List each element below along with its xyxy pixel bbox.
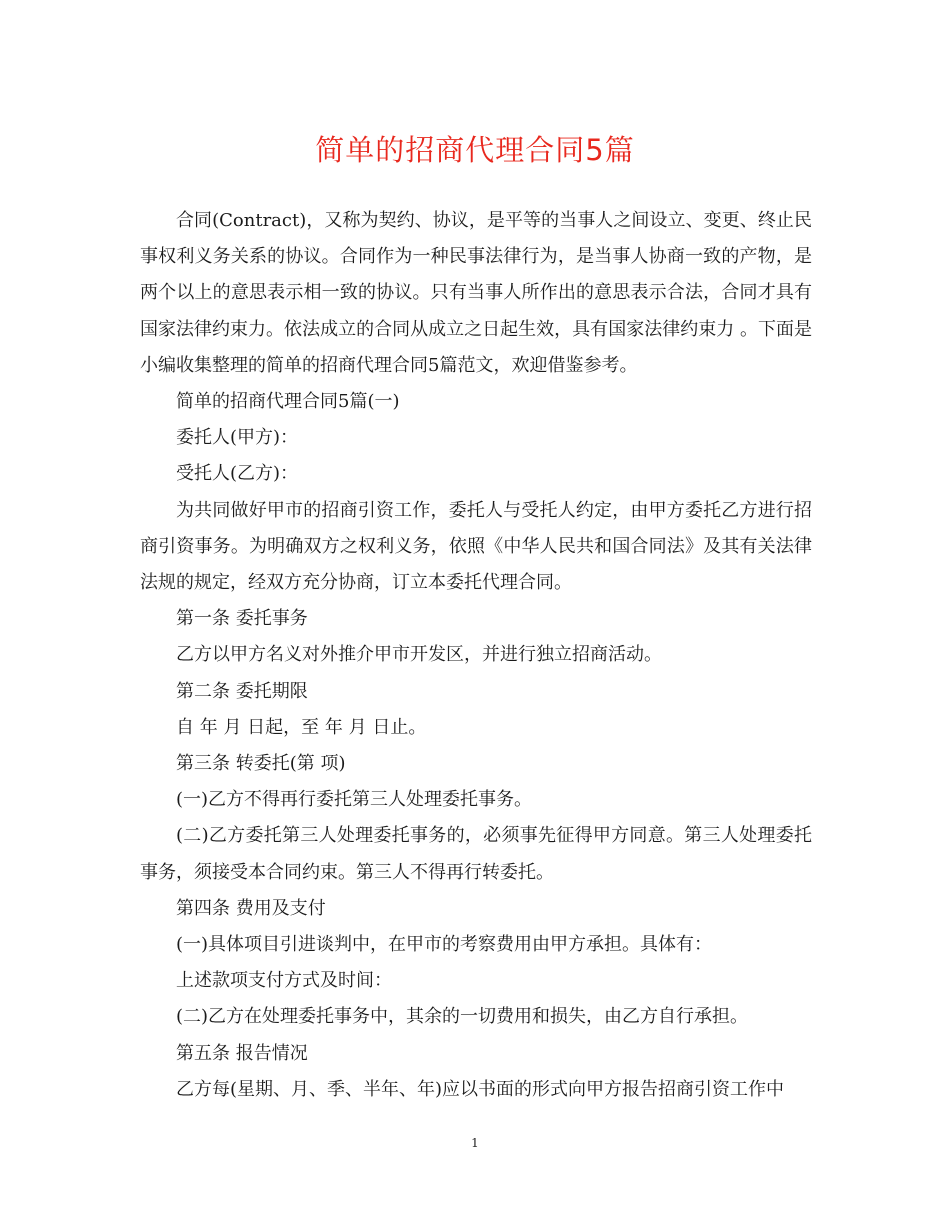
clause-paragraph: 自 年 月 日起，至 年 月 日止。 [176,716,427,738]
clause-paragraph: (一)乙方不得再行委托第三人处理委托事务。 [176,789,533,811]
intro-paragraph: 合同(Contract)，又称为契约、协议，是平等的当事人之间设立、变更、终止民事权利义务关系的协议。合同作为一种民事法律行为，是当事人协商一致的产物，是两个以上的意思表示相一致的协议。只有当事人所作出的意思表示合法，合同才具有国家法律约束力。依法成立的合同从成立之日起生效，具有国家法律约束力 。下面是小编收集整理的简单的招商代理合同5篇范文，欢迎借鉴参考。 [140,210,812,376]
clause-paragraph: 乙方以甲方名义对外推介甲市开发区，并进行独立招商活动。 [176,644,662,666]
party-b-line: 受托人(乙方)： [176,463,299,485]
article-heading: 第五条 报告情况 [176,1042,308,1064]
clause-paragraph: (二)乙方在处理委托事务中，其余的一切费用和损失，由乙方自行承担。 [176,1006,749,1028]
article-heading: 第三条 转委托(第 项) [176,753,346,775]
article-heading: 第四条 费用及支付 [176,897,326,919]
page-number: 1 [471,1136,479,1150]
document-body [140,203,812,1108]
preamble-paragraph: 为共同做好甲市的招商引资工作，委托人与受托人约定，由甲方委托乙方进行招商引资事务。为明确双方之权利义务，依照《中华人民共和国合同法》及其有关法律法规的规定，经双方充分协商，订立本委托代理合同。 [140,499,812,594]
document-title: 简单的招商代理合同5篇 [315,133,635,167]
section-heading: 简单的招商代理合同5篇(一) [176,391,400,413]
clause-paragraph: (一)具体项目引进谈判中，在甲市的考察费用由甲方承担。具体有： [176,934,713,956]
clause-paragraph: (二)乙方委托第三人处理委托事务的，必须事先征得甲方同意。第三人处理委托事务，须接受本合同约束。第三人不得再行转委托。 [140,825,812,883]
article-heading: 第二条 委托期限 [176,680,308,702]
clause-paragraph: 乙方每(星期、月、季、半年、年)应以书面的形式向甲方报告招商引资工作中 [176,1078,785,1100]
party-a-line: 委托人(甲方)： [176,427,299,449]
article-heading: 第一条 委托事务 [176,608,308,630]
clause-paragraph: 上述款项支付方式及时间： [176,970,392,992]
